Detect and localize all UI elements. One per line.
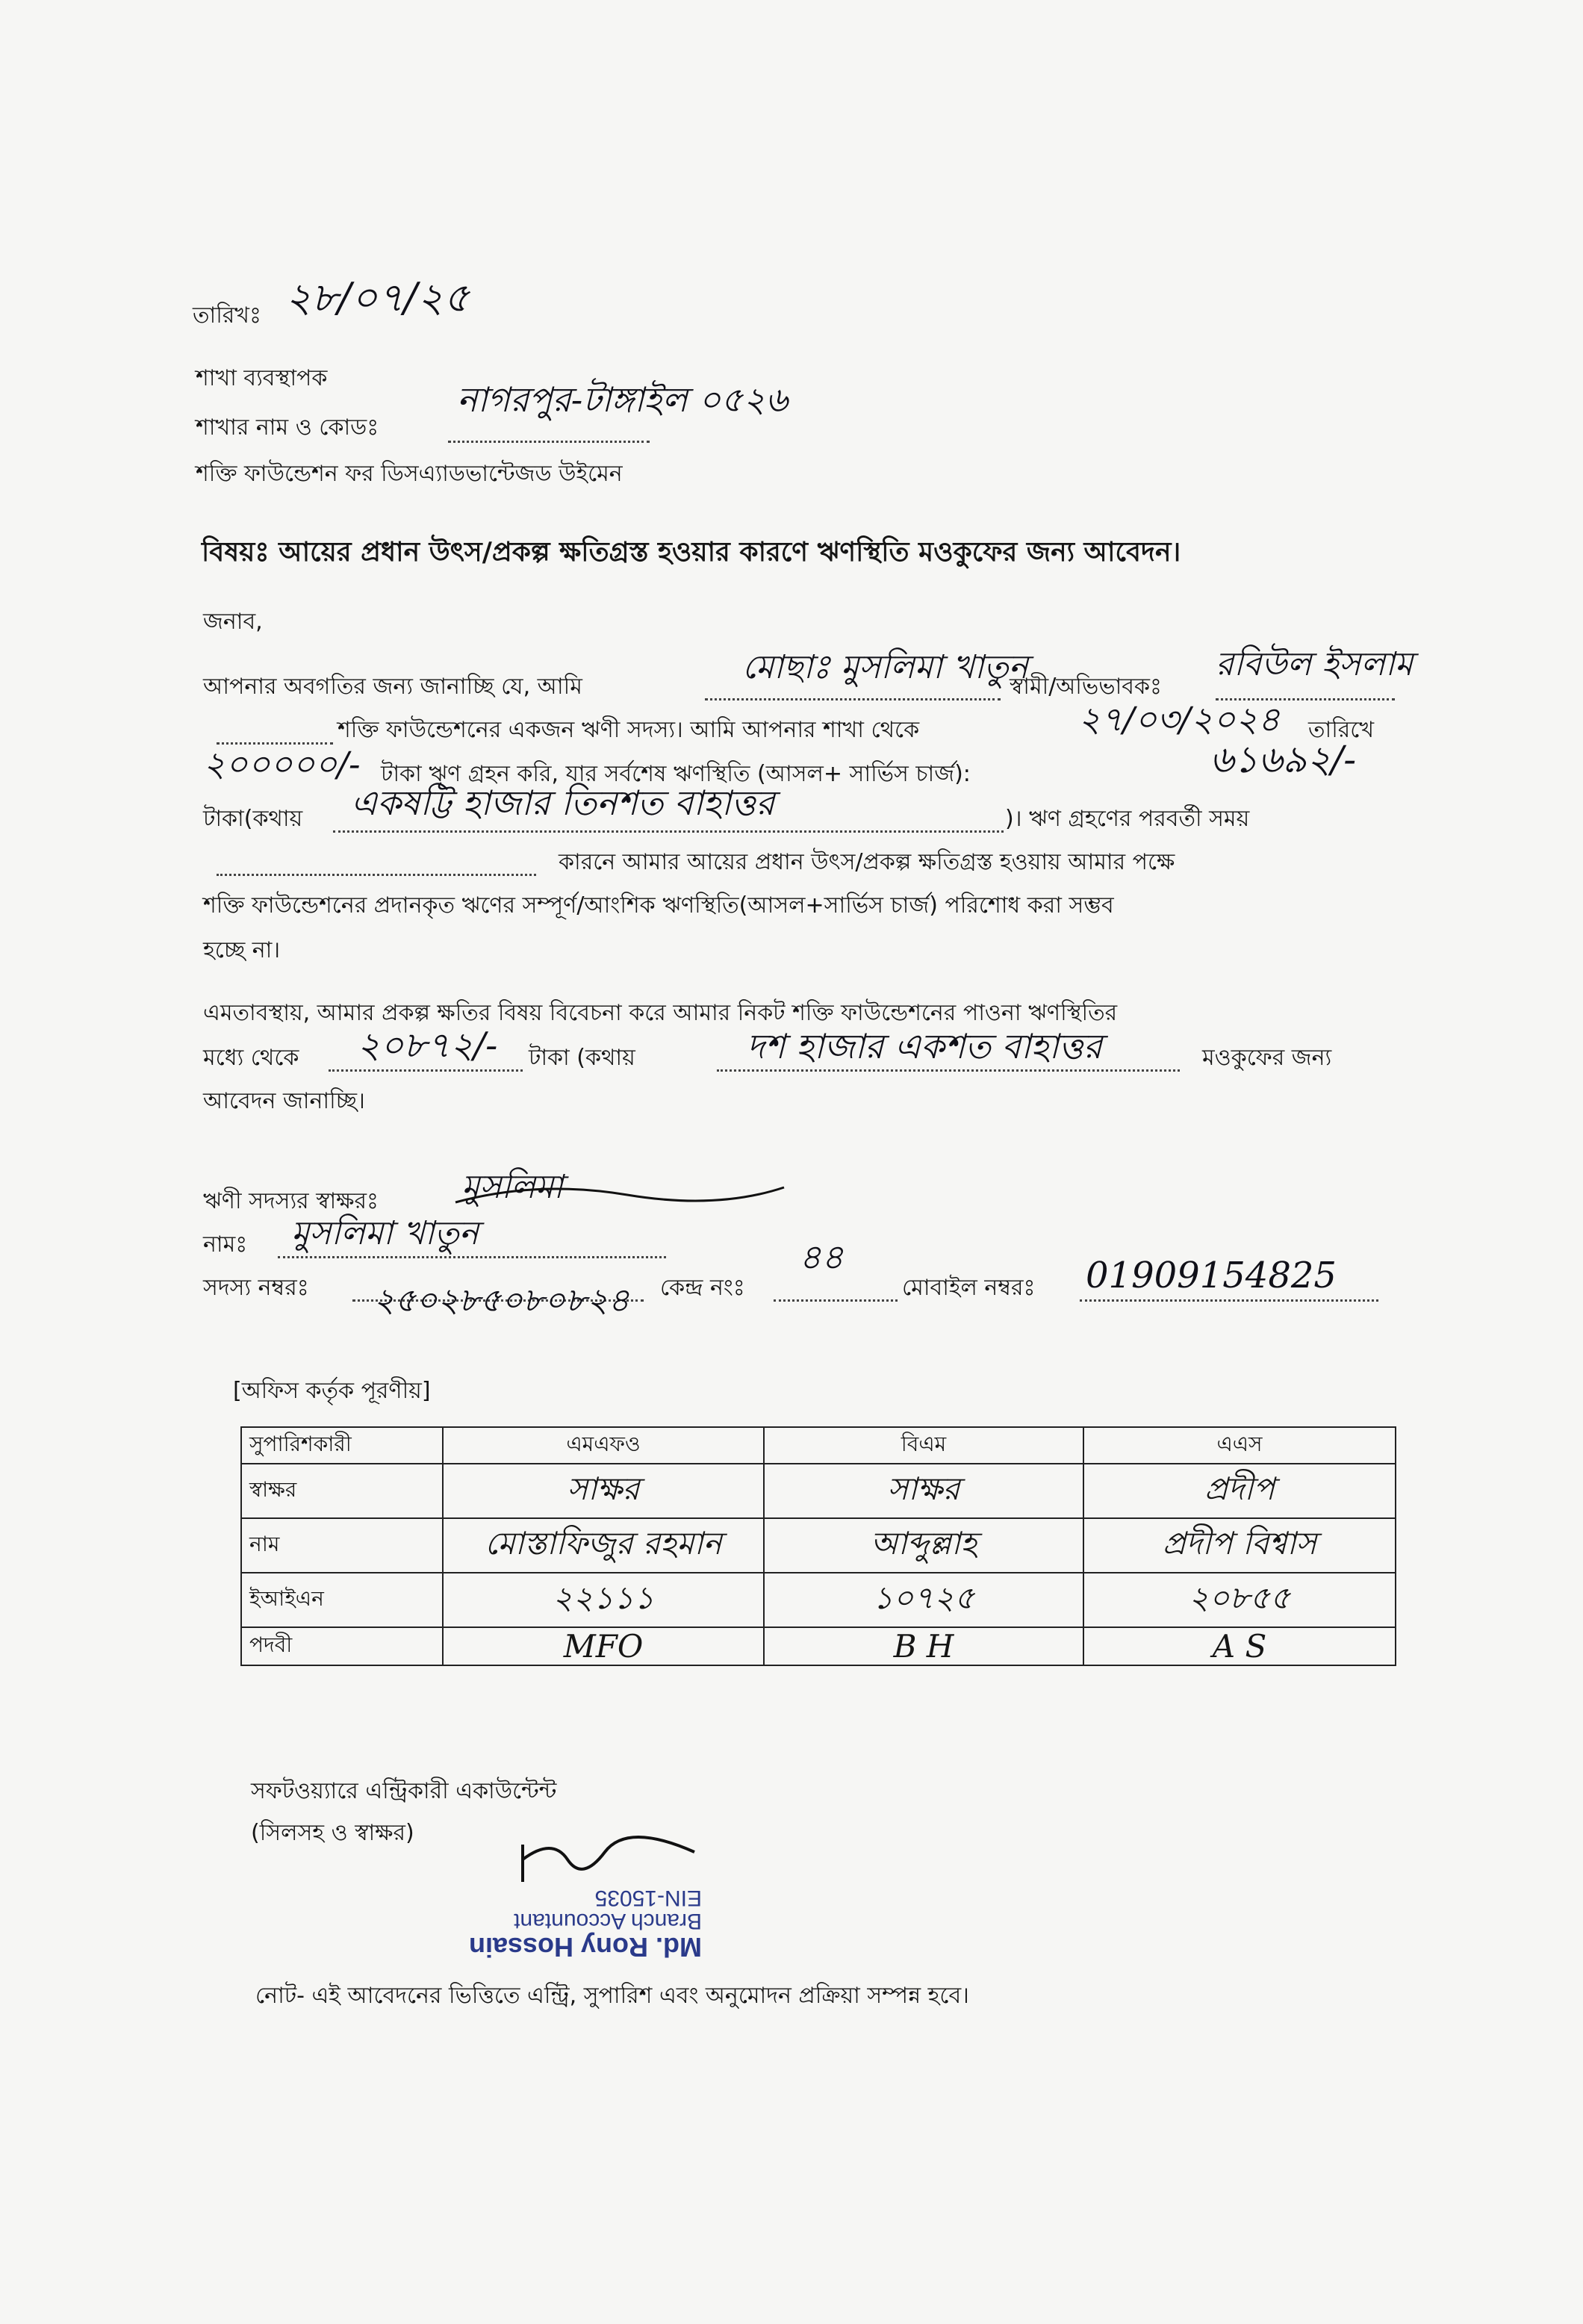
header-bm: বিএম — [764, 1427, 1083, 1464]
subject: বিষয়ঃ আয়ের প্রধান উৎস/প্রকল্প ক্ষতিগ্রস্ত হওয়ার কারণে ঋণস্থিতি মওকুফের জন্য আবেদন। — [202, 537, 1181, 568]
signature-bm: সাক্ষর — [764, 1464, 1083, 1518]
hw-waiver: ২০৮৭২/- — [357, 1025, 498, 1066]
accountant-subtitle: (সিলসহ ও স্বাক্ষর) — [251, 1820, 414, 1846]
name-dotted-line — [705, 698, 1001, 700]
waiver-words-label: টাকা (কথায় — [529, 1045, 635, 1071]
reason-dotted-line — [217, 874, 536, 876]
hw-guardian: রবিউল ইসলাম — [1216, 645, 1413, 683]
table-row — [241, 1518, 1396, 1573]
signature-label: ঋণী সদস্যর স্বাক্ষরঃ — [203, 1188, 379, 1214]
center-label: কেন্দ্র নংঃ — [660, 1275, 745, 1301]
body-line-6: শক্তি ফাউন্ডেশনের প্রদানকৃত ঋণের সম্পূর্ণ/আংশিক ঋণস্থিতি(আসল+সার্ভিস চার্জ) পরিশোধ করা সম্ভব — [203, 892, 1114, 919]
name-as: প্রদীপ বিশ্বাস — [1083, 1518, 1396, 1573]
hw-balance-words: একষট্টি হাজার তিনশত বাহাত্তর — [351, 783, 775, 823]
row-label-name: নাম — [241, 1518, 443, 1573]
salutation: জনাব, — [203, 609, 263, 635]
stamp-ein: EIN-15035 — [594, 1885, 702, 1910]
center-value: ৪৪ — [799, 1237, 844, 1277]
organization: শক্তি ফাউন্ডেশন ফর ডিসএ্যাডভান্টেজড উইমেন — [196, 461, 623, 487]
hw-waiver-words: দশ হাজার একশত বাহাত্তর — [747, 1026, 1103, 1066]
signature-mfo: সাক্ষর — [443, 1464, 764, 1518]
branch-label: শাখার নাম ও কোডঃ — [196, 414, 379, 441]
body-line-2: শক্তি ফাউন্ডেশনের একজন ঋণী সদস্য। আমি আপনার শাখা থেকে — [338, 717, 920, 743]
applicant-name: মুসলিমা খাতুন — [291, 1214, 479, 1252]
guardian-label: স্বামী/অভিভাবকঃ — [1010, 674, 1162, 700]
table-row — [241, 1427, 1396, 1464]
body-line-3: টাকা ঋণ গ্রহন করি, যার সর্বশেষ ঋণস্থিতি (আসল+ সার্ভিস চার্জ): — [381, 761, 971, 787]
table-row — [241, 1573, 1396, 1627]
ein-mfo: ২২১১১ — [443, 1573, 764, 1627]
words-dotted-line — [333, 830, 1004, 833]
waiver-words-dotted-line — [717, 1069, 1180, 1072]
recipient: শাখা ব্যবস্থাপক — [196, 365, 328, 391]
mobile-line — [1080, 1299, 1378, 1302]
row-label-ein: ইআইএন — [241, 1573, 443, 1627]
row-label-designation: পদবী — [241, 1627, 443, 1665]
hw-balance: ৬১৬৯২/- — [1210, 738, 1357, 781]
office-title: [অফিস কর্তৃক পূরণীয়] — [233, 1378, 431, 1404]
member-value: ২৫০২৮৫০৮০৮২৪ — [373, 1281, 629, 1320]
accountant-title: সফটওয়্যারে এন্ট্রিকারী একাউন্টেন্ট — [251, 1778, 557, 1804]
body-line-11: আবেদন জানাচ্ছি। — [203, 1088, 365, 1114]
words-label: টাকা(কথায় — [203, 806, 303, 832]
body-line-10: মওকুফের জন্য — [1202, 1045, 1332, 1071]
signature-stroke — [448, 1168, 792, 1217]
body-line-4: )। ঋণ গ্রহণের পরবর্তী সময় — [1005, 806, 1250, 832]
name-line — [278, 1256, 666, 1258]
table-row — [241, 1464, 1396, 1518]
body-line-7: হচ্ছে না। — [203, 937, 281, 963]
designation-as: A S — [1083, 1627, 1396, 1665]
applicant-signature: মুসলিমা — [461, 1168, 564, 1206]
center-line — [774, 1299, 898, 1302]
stamp-name: Md. Rony Hossain — [468, 1931, 702, 1963]
name-mfo: মোস্তাফিজুর রহমান — [443, 1518, 764, 1573]
accountant-stamp — [418, 1886, 702, 1961]
body-line-1: আপনার অবগতির জন্য জানাচ্ছি যে, আমি — [203, 674, 582, 700]
body-line-8: এমতাবস্থায়, আমার প্রকল্প ক্ষতির বিষয় বিবেচনা করে আমার নিকট শক্তি ফাউন্ডেশনের পাওনা ঋণস্থিতির — [203, 1000, 1118, 1026]
name-label: নামঃ — [203, 1231, 248, 1258]
header-as: এএস — [1083, 1427, 1396, 1464]
signature-as: প্রদীপ — [1083, 1464, 1396, 1518]
date-suffix: তারিখে — [1308, 717, 1375, 743]
name-bm: আব্দুল্লাহ — [764, 1518, 1083, 1573]
mobile-label: মোবাইল নম্বরঃ — [902, 1275, 1036, 1301]
waiver-dotted-line — [329, 1069, 523, 1072]
office-table — [240, 1426, 1396, 1666]
stamp-role: Branch Accountant — [514, 1909, 702, 1933]
row-label-signature: স্বাক্ষর — [241, 1464, 443, 1518]
header-mfo: এমএফও — [443, 1427, 764, 1464]
branch-value: নাগরপুর-টাঙ্গাইল ০৫২৬ — [457, 379, 788, 420]
hw-applicant-name: মোছাঃ মুসলিমা খাতুন — [742, 648, 1028, 686]
member-label: সদস্য নম্বরঃ — [203, 1275, 309, 1301]
designation-mfo: MFO — [443, 1627, 764, 1665]
date-label: তারিখঃ — [193, 302, 261, 329]
designation-bm: B H — [764, 1627, 1083, 1665]
ein-as: ২০৮৫৫ — [1083, 1573, 1396, 1627]
date-value: ২৮/০৭/২৫ — [285, 274, 470, 321]
header-recommender: সুপারিশকারী — [241, 1427, 443, 1464]
hw-loan-date: ২৭/০৩/২০২৪ — [1078, 699, 1281, 739]
ein-bm: ১০৭২৫ — [764, 1573, 1083, 1627]
table-row — [241, 1627, 1396, 1665]
mobile-value: 01909154825 — [1086, 1255, 1337, 1296]
note: নোট- এই আবেদনের ভিত্তিতে এন্ট্রি, সুপারিশ এবং অনুমোদন প্রক্রিয়া সম্পন্ন হবে। — [255, 1983, 969, 2009]
body-line-5: কারনে আমার আয়ের প্রধান উৎস/প্রকল্প ক্ষতিগ্রস্ত হওয়ায় আমার পক্ষে — [559, 849, 1175, 875]
body-line-9: মধ্যে থেকে — [203, 1045, 299, 1071]
hw-loan-amount: ২০০০০০/- — [203, 744, 361, 784]
branch-dotted-line — [448, 441, 650, 443]
